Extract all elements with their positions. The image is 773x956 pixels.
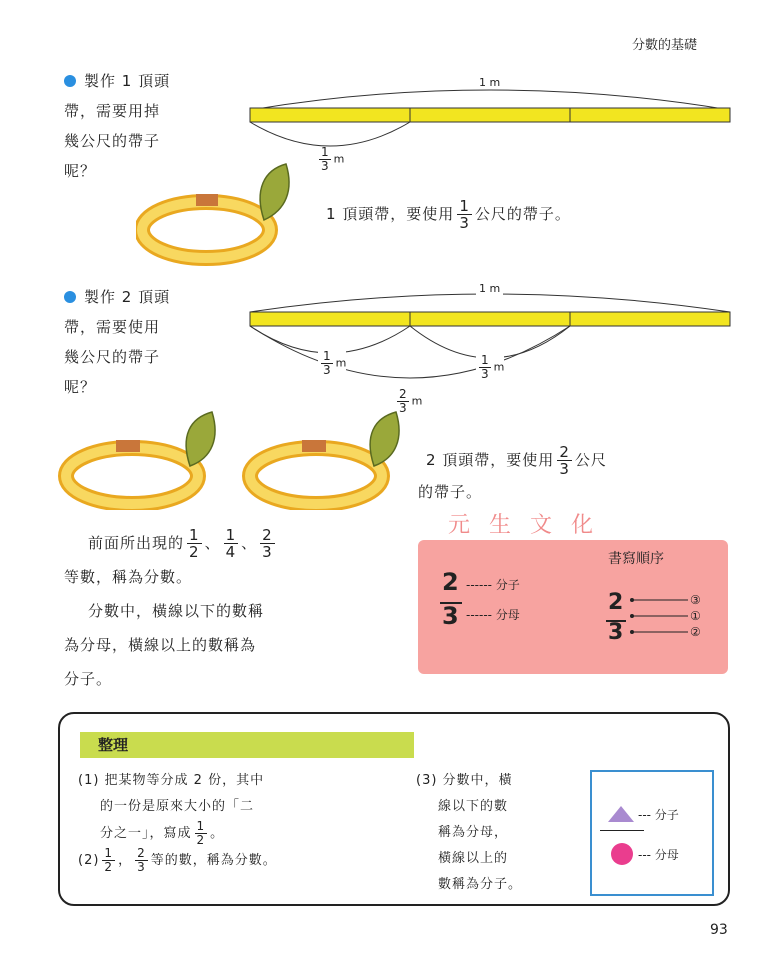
writing-order-title: 書寫順序 (608, 551, 664, 567)
answer-prefix: 1 頂頭帶，要使用 (326, 205, 455, 223)
denominator: 3 (323, 363, 331, 377)
activity1-line1: 帶，需要用掉 (64, 102, 161, 120)
denominator: 3 (559, 460, 570, 478)
denominator: 3 (321, 159, 329, 173)
example-numerator: 2 (442, 568, 459, 596)
summary-item1-line3: 分之一」，寫成 (100, 826, 192, 841)
page-header-title: 分數的基礎 (632, 38, 698, 53)
two-thirds-arc (250, 326, 570, 378)
summary-items-left: (1) 把某物等分成 2 份，其中 的一份是原來大小的「二 分之一」，寫成 $\frac{1}{2}$ 。 (2) $\frac{1}{2}$ ， $\frac{2}{3}$ 等的數，稱為分數。 (78, 768, 408, 874)
order-denominator: 3 (608, 620, 624, 645)
unit: m (493, 360, 505, 374)
denominator: 3 (481, 367, 489, 381)
writing-order-box: 書寫順序 2 3 ------ 分子 ------ 分母 2 3 ③ ① ② (418, 540, 728, 674)
activity2-line1: 帶，需要使用 (64, 318, 161, 336)
explanation-prefix: 前面所出現的 (88, 534, 185, 552)
answer-suffix: 公尺的帶子。 (474, 205, 571, 223)
numerator-label: 分子 (495, 578, 520, 592)
numerator: 1 (481, 353, 489, 367)
summary-item3-line5: 數稱為分子。 (438, 877, 523, 892)
answer-prefix: 2 頂頭帶，要使用 (426, 451, 555, 469)
summary-item1-line1: (1) 把某物等分成 2 份，其中 (78, 773, 265, 788)
activity2-label: 製作 2 頂頭 (84, 288, 171, 306)
denominator-label: 分母 (495, 608, 520, 622)
explanation-line4: 為分母，橫線以上的數稱為 (64, 636, 257, 654)
denominator: 2 (189, 543, 200, 561)
order-step: ① (690, 609, 701, 623)
numerator: 2 (262, 526, 273, 544)
denominator: 3 (459, 214, 470, 232)
one-meter-arc (250, 294, 730, 312)
unit: m (335, 356, 347, 370)
tape-strip (250, 312, 730, 326)
order-numerator: 2 (608, 590, 624, 615)
numerator: 2 (137, 846, 146, 860)
summary-box (58, 712, 730, 906)
numerator: 1 (225, 526, 237, 544)
one-meter-arc (250, 90, 730, 110)
example-denominator: 3 (442, 602, 459, 630)
watermark: 元 生 文 化 (448, 513, 599, 538)
activity2-segment-label-b (476, 354, 504, 381)
page-number: 93 (710, 922, 728, 938)
order-step: ② (690, 625, 701, 639)
summary-item1-end: 。 (210, 826, 225, 841)
unit: m (333, 152, 345, 166)
activity2-strip-label: 1 m (476, 282, 503, 295)
activity1-strip-label: 1 m (476, 76, 503, 89)
summary-item3-line4: 橫線以上的 (438, 851, 509, 866)
summary-item3 (416, 768, 576, 898)
activity1-answer (326, 198, 571, 231)
legend-fraction-bar (600, 830, 644, 831)
headband-2b-image (240, 410, 410, 510)
numerator: 1 (104, 846, 114, 860)
leaf-icon (370, 412, 399, 466)
numerator: 2 (559, 443, 570, 461)
activity1-segment-label (316, 146, 344, 173)
order-lines (630, 592, 690, 642)
third-arc (250, 122, 410, 146)
explanation-line2: 等數，稱為分數。 (64, 568, 193, 586)
summary-item2-suffix: 等的數，稱為分數。 (150, 853, 277, 868)
numerator: 2 (399, 387, 407, 401)
order-steps (690, 592, 701, 640)
unit: m (411, 394, 423, 408)
explanation-line5: 分子。 (64, 670, 113, 688)
denominator: 4 (225, 543, 237, 561)
activity1-line2: 幾公尺的帶子 (64, 132, 161, 150)
explanation-line3: 分數中，橫線以下的數稱 (88, 602, 265, 620)
leaf-icon (186, 412, 215, 466)
activity2-answer (418, 443, 746, 507)
numerator: 1 (196, 819, 206, 833)
numerator: 1 (321, 145, 329, 159)
summary-item2-prefix: (2) (78, 853, 100, 868)
activity2-question (64, 282, 244, 402)
activity1-label: 製作 1 頂頭 (84, 72, 171, 90)
denominator: 3 (399, 401, 407, 415)
activity2-line3: 呢？ (64, 378, 97, 396)
tape-strip (250, 108, 730, 122)
denominator: 2 (104, 860, 114, 874)
numerator: 1 (323, 349, 331, 363)
summary-title: 整理 (80, 732, 414, 758)
summary-legend-box (590, 770, 714, 896)
legend-numerator: --- 分子 (638, 808, 679, 822)
leaf-icon (260, 164, 289, 220)
headband-2a-image (56, 410, 226, 510)
summary-item3-line3: 稱為分母， (438, 825, 509, 840)
answer-suffix: 公尺 (574, 451, 607, 469)
numerator: 1 (459, 197, 470, 215)
summary-item3-line1: (3) 分數中，橫 (416, 773, 513, 788)
separator: 、 (241, 534, 258, 552)
summary-item1-line2: 的一份是原來大小的「二 (100, 799, 255, 814)
activity1-line3: 呢？ (64, 162, 97, 180)
denominator: 3 (262, 543, 273, 561)
summary-item3-line2: 線以下的數 (438, 799, 509, 814)
bullet-dot-icon (64, 75, 76, 87)
triangle-icon (606, 804, 636, 824)
denominator: 3 (137, 860, 146, 874)
separator: 、 (204, 534, 221, 552)
circle-icon (610, 842, 634, 866)
bullet-dot-icon (64, 291, 76, 303)
explanation-text (64, 526, 414, 696)
legend-denominator: --- 分母 (638, 848, 679, 862)
answer-line2: 的帶子。 (418, 483, 483, 501)
numerator: 1 (189, 526, 200, 544)
activity2-strip-diagram (240, 280, 740, 410)
denominator: 2 (196, 833, 206, 847)
headband-1-image (136, 160, 296, 270)
order-step: ③ (690, 593, 701, 607)
activity2-segment-label-a (318, 350, 346, 377)
activity2-line2: 幾公尺的帶子 (64, 348, 161, 366)
